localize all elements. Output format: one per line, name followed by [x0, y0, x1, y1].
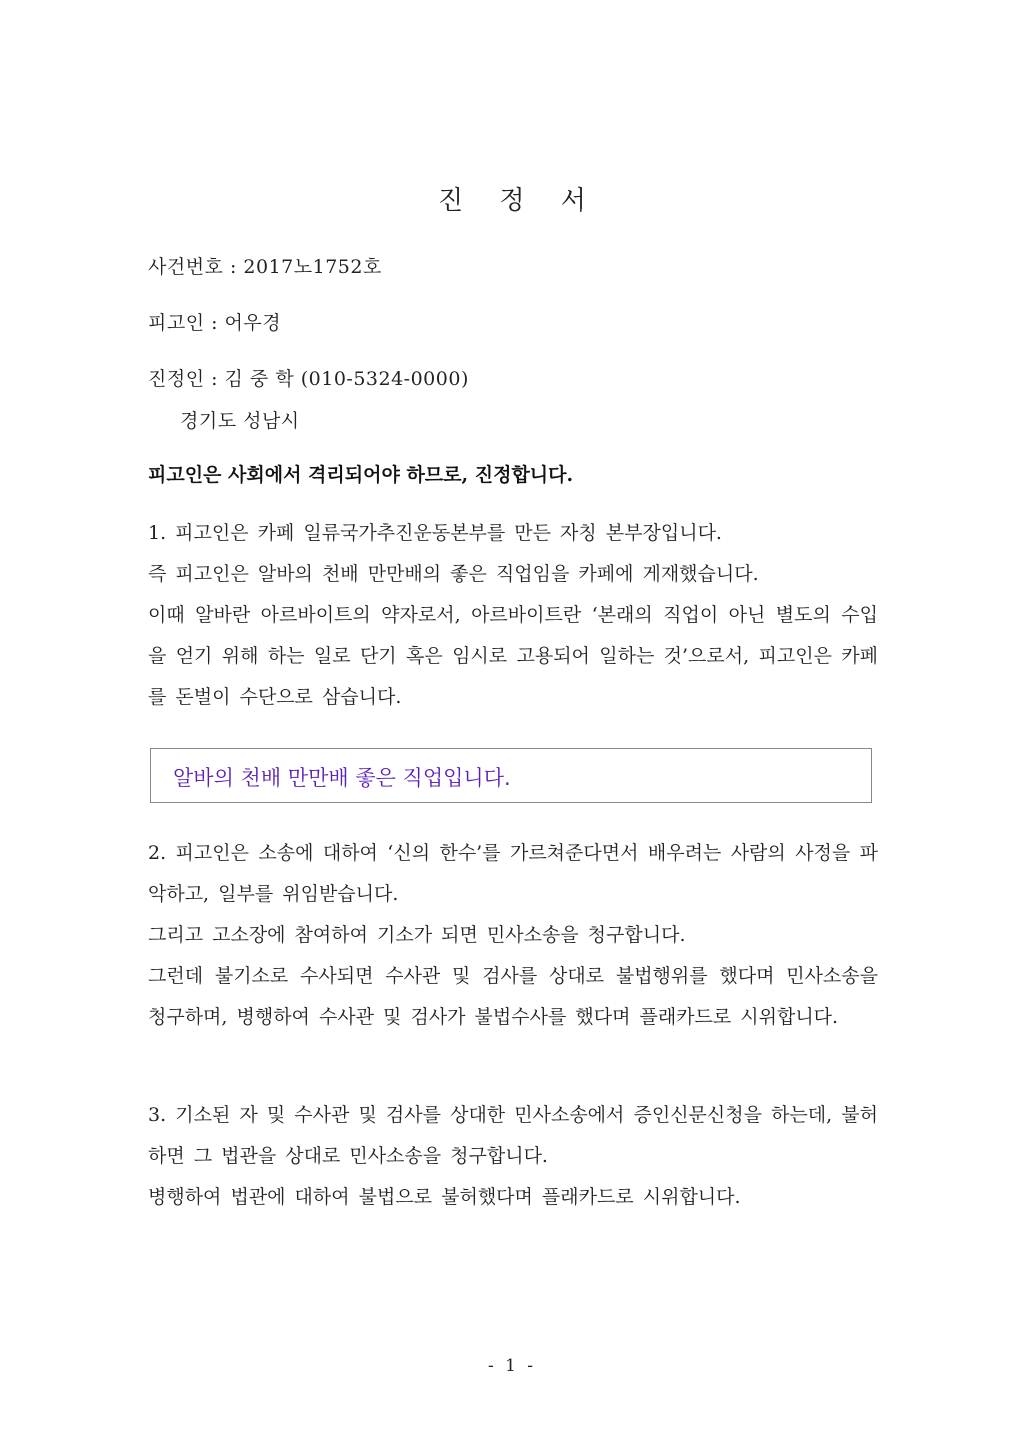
petitioner-info: 진정인 : 김 중 학 (010-5324-0000)	[148, 368, 469, 390]
paragraph-line: 2. 피고인은 소송에 대하여 ‘신의 한수’를 가르쳐준다면서 배우려는 사람의 사정을 파악하고, 일부를 위임받습니다.	[148, 842, 878, 905]
quote-box	[150, 748, 872, 803]
paragraph-3	[148, 1095, 878, 1218]
case-number: 사건번호 : 2017노1752호	[148, 256, 382, 278]
quote-text: 알바의 천배 만만배 좋은 직업입니다.	[173, 766, 511, 790]
paragraph-line: 즉 피고인은 알바의 천배 만만배의 좋은 직업임을 카페에 게재했습니다.	[148, 563, 759, 585]
paragraph-1	[148, 513, 878, 718]
document-title: 진 정 서	[438, 186, 600, 216]
paragraph-line: 이때 알바란 아르바이트의 약자로서, 아르바이트란 ‘본래의 직업이 아닌 별도의 수입을 얻기 위해 하는 일로 단기 혹은 임시로 고용되어 일하는 것’으로서, 피고인은 카페를 돈벌이 수단으로 삼습니다.	[148, 604, 878, 708]
paragraph-line: 병행하여 법관에 대하여 불법으로 불허했다며 플래카드로 시위합니다.	[148, 1186, 741, 1208]
paragraph-line: 그리고 고소장에 참여하여 기소가 되면 민사소송을 청구합니다.	[148, 924, 686, 946]
page-number: - 1 -	[487, 1356, 537, 1376]
paragraph-2	[148, 833, 878, 1038]
paragraph-line: 그런데 불기소로 수사되면 수사관 및 검사를 상대로 불법행위를 했다며 민사소송을 청구하며, 병행하여 수사관 및 검사가 불법수사를 했다며 플래카드로 시위합니다.	[148, 965, 878, 1028]
defendant-name: 피고인 : 어우경	[148, 312, 282, 334]
petitioner-address: 경기도 성남시	[180, 410, 300, 432]
paragraph-line: 1. 피고인은 카페 일류국가추진운동본부를 만든 자칭 본부장입니다.	[148, 522, 722, 544]
petition-heading: 피고인은 사회에서 격리되어야 하므로, 진정합니다.	[148, 464, 574, 486]
paragraph-line: 3. 기소된 자 및 수사관 및 검사를 상대한 민사소송에서 증인신문신청을 하는데, 불허하면 그 법관을 상대로 민사소송을 청구합니다.	[148, 1104, 878, 1167]
